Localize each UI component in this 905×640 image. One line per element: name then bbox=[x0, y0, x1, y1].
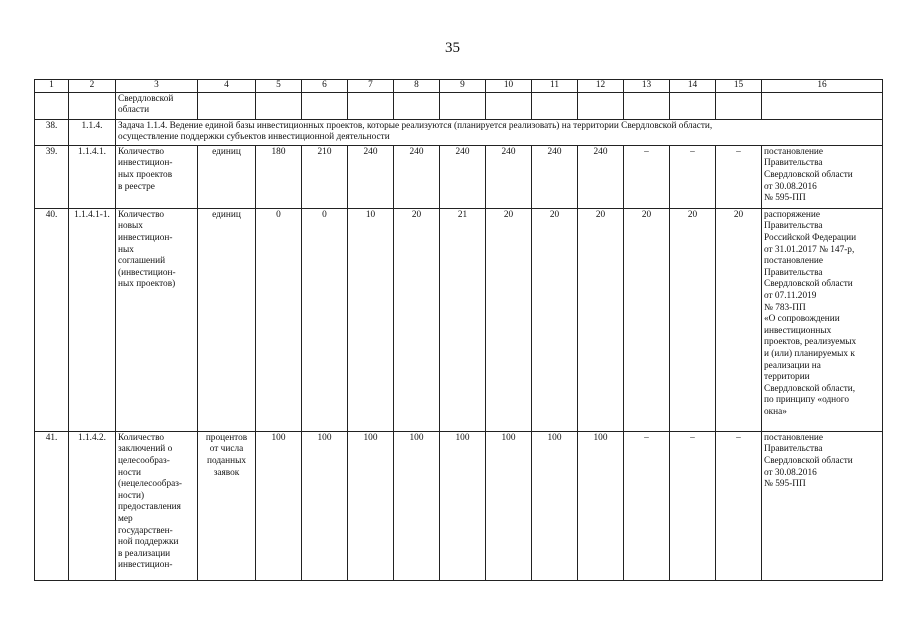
column-number: 7 bbox=[348, 80, 394, 93]
column-number: 2 bbox=[69, 80, 116, 93]
empty-cell bbox=[394, 92, 440, 119]
value-cell: 240 bbox=[440, 145, 486, 208]
row-code: 1.1.4.1-1. bbox=[69, 208, 116, 431]
value-cell: 0 bbox=[256, 208, 302, 431]
value-cell: 180 bbox=[256, 145, 302, 208]
column-number: 3 bbox=[116, 80, 198, 93]
value-cell: – bbox=[670, 145, 716, 208]
column-number: 4 bbox=[198, 80, 256, 93]
row-number: 38. bbox=[35, 119, 69, 145]
row-code: 1.1.4. bbox=[69, 119, 116, 145]
value-cell: 240 bbox=[578, 145, 624, 208]
value-cell: 20 bbox=[670, 208, 716, 431]
column-number: 13 bbox=[624, 80, 670, 93]
value-cell: 20 bbox=[532, 208, 578, 431]
column-number: 16 bbox=[762, 80, 883, 93]
indicator-name: Количество инвестицион- ных проектов в реестре bbox=[116, 145, 198, 208]
empty-cell bbox=[670, 92, 716, 119]
column-number: 8 bbox=[394, 80, 440, 93]
value-cell: 20 bbox=[716, 208, 762, 431]
value-cell: 100 bbox=[532, 431, 578, 580]
row-code: 1.1.4.2. bbox=[69, 431, 116, 580]
table-row bbox=[35, 431, 883, 580]
column-number: 1 bbox=[35, 80, 69, 93]
value-cell: – bbox=[670, 431, 716, 580]
column-number-row bbox=[35, 80, 883, 93]
continuation-row bbox=[35, 92, 883, 119]
value-cell: – bbox=[624, 145, 670, 208]
empty-cell bbox=[532, 92, 578, 119]
row-number: 39. bbox=[35, 145, 69, 208]
empty-cell bbox=[69, 92, 116, 119]
table-row bbox=[35, 145, 883, 208]
value-cell: 100 bbox=[256, 431, 302, 580]
empty-cell bbox=[762, 92, 883, 119]
value-cell: – bbox=[716, 145, 762, 208]
value-cell: 0 bbox=[302, 208, 348, 431]
legal-source: распоряжение Правительства Российской Федерации от 31.01.2017 № 147-р, постановление Правительства Свердловской области от 07.11.2019 № 783-ПП «О сопровождении инвестиционных проектов, реализуемых и (или) планируемых к реализации на территории Свердловской области, по принципу «одного окна» bbox=[762, 208, 883, 431]
empty-cell bbox=[35, 92, 69, 119]
unit-of-measure: единиц bbox=[198, 208, 256, 431]
column-number: 15 bbox=[716, 80, 762, 93]
row-number: 40. bbox=[35, 208, 69, 431]
column-number: 14 bbox=[670, 80, 716, 93]
column-number: 12 bbox=[578, 80, 624, 93]
value-cell: – bbox=[624, 431, 670, 580]
value-cell: 10 bbox=[348, 208, 394, 431]
empty-cell bbox=[486, 92, 532, 119]
value-cell: 100 bbox=[440, 431, 486, 580]
empty-cell bbox=[578, 92, 624, 119]
value-cell: 100 bbox=[578, 431, 624, 580]
indicator-name: Количество новых инвестицион- ных соглашений (инвестицион- ных проектов) bbox=[116, 208, 198, 431]
value-cell: 210 bbox=[302, 145, 348, 208]
empty-cell bbox=[624, 92, 670, 119]
empty-cell bbox=[256, 92, 302, 119]
value-cell: 240 bbox=[394, 145, 440, 208]
value-cell: 100 bbox=[348, 431, 394, 580]
value-cell: 240 bbox=[486, 145, 532, 208]
value-cell: 20 bbox=[394, 208, 440, 431]
task-description: Задача 1.1.4. Ведение единой базы инвестиционных проектов, которые реализуются (планируется реализовать) на территории Свердловской области, осуществление поддержки субъектов инвестиционной деятельности bbox=[116, 119, 883, 145]
column-number: 9 bbox=[440, 80, 486, 93]
task-row bbox=[35, 119, 883, 145]
row-code: 1.1.4.1. bbox=[69, 145, 116, 208]
column-number: 5 bbox=[256, 80, 302, 93]
value-cell: 100 bbox=[302, 431, 348, 580]
value-cell: 100 bbox=[486, 431, 532, 580]
column-number: 6 bbox=[302, 80, 348, 93]
row-number: 41. bbox=[35, 431, 69, 580]
indicator-table bbox=[34, 79, 883, 581]
value-cell: 20 bbox=[624, 208, 670, 431]
value-cell: 20 bbox=[486, 208, 532, 431]
table-row bbox=[35, 208, 883, 431]
value-cell: 100 bbox=[394, 431, 440, 580]
unit-of-measure: процентов от числа поданных заявок bbox=[198, 431, 256, 580]
empty-cell bbox=[440, 92, 486, 119]
legal-source: постановление Правительства Свердловской области от 30.08.2016 № 595-ПП bbox=[762, 431, 883, 580]
value-cell: 20 bbox=[578, 208, 624, 431]
indicator-name-continued: Свердловской области bbox=[116, 92, 198, 119]
unit-of-measure: единиц bbox=[198, 145, 256, 208]
empty-cell bbox=[348, 92, 394, 119]
empty-cell bbox=[302, 92, 348, 119]
column-number: 10 bbox=[486, 80, 532, 93]
column-number: 11 bbox=[532, 80, 578, 93]
indicator-name: Количество заключений о целесообраз- ности (нецелесообраз- ности) предоставления мер государствен- ной поддержки в реализации инвестицион- bbox=[116, 431, 198, 580]
page-number: 35 bbox=[445, 40, 460, 56]
legal-source: постановление Правительства Свердловской области от 30.08.2016 № 595-ПП bbox=[762, 145, 883, 208]
value-cell: 21 bbox=[440, 208, 486, 431]
empty-cell bbox=[198, 92, 256, 119]
empty-cell bbox=[716, 92, 762, 119]
value-cell: – bbox=[716, 431, 762, 580]
value-cell: 240 bbox=[348, 145, 394, 208]
value-cell: 240 bbox=[532, 145, 578, 208]
